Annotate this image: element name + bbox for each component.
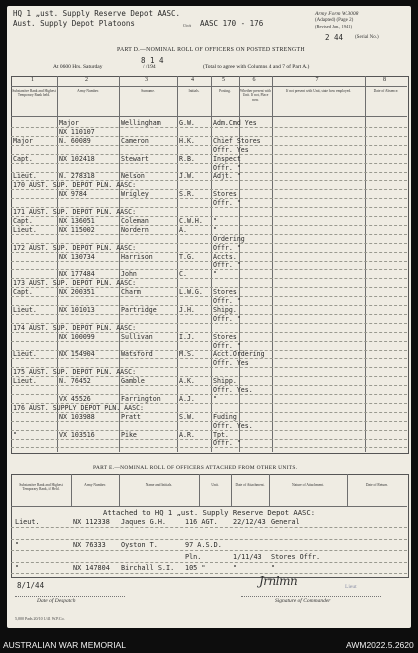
part-d-initials: J.W. bbox=[179, 172, 195, 181]
part-d-army-number: NX 130734 bbox=[59, 252, 95, 261]
part-d-initials: C. bbox=[179, 270, 187, 279]
signature-label: Signature of Commander bbox=[275, 598, 331, 604]
part-d-posting: Offr. " bbox=[213, 261, 241, 270]
part-d-surname: Gamble bbox=[121, 377, 145, 386]
part-d-army-number: NX 102418 bbox=[59, 154, 95, 163]
part-e-army-number: NX 147804 bbox=[73, 564, 110, 572]
part-d-army-number: N. 278318 bbox=[59, 172, 95, 181]
part-d-rank: 175 AUST. SUP. DEPOT PLN. AASC: bbox=[13, 368, 137, 377]
part-d-army-number: VX 45526 bbox=[59, 394, 91, 403]
part-d-posting: Offr. Yes bbox=[213, 145, 249, 154]
part-d-posting: Fuding bbox=[213, 412, 237, 421]
part-d-initials: A. bbox=[179, 225, 187, 234]
part-d-column-divider bbox=[119, 76, 120, 452]
part-d-army-number: NX 101013 bbox=[59, 305, 95, 314]
part-d-row-rule bbox=[11, 145, 407, 146]
part-e-column-divider bbox=[347, 474, 348, 506]
unit-line-2b: AASC 170 - 176 bbox=[200, 19, 264, 28]
part-d-initials: C.W.H. bbox=[179, 216, 203, 225]
attached-line: Attached to HQ 1 „ust. Supply Reserve Depot AASC: bbox=[103, 508, 316, 517]
part-d-row-rule bbox=[11, 385, 407, 386]
part-e-name: Birchall S.I. bbox=[121, 564, 175, 572]
part-e-nature: " bbox=[271, 564, 276, 572]
part-d-posting: " bbox=[213, 216, 217, 225]
printer-note: 5,000 Pads 20/10 1/41 W.P.Co. bbox=[15, 616, 65, 621]
part-d-surname: Watsford bbox=[121, 350, 153, 359]
at-hours-text: At 0600 Hrs. Saturday bbox=[53, 64, 103, 70]
part-d-initials: T.G. bbox=[179, 252, 195, 261]
part-d-surname: Cameron bbox=[121, 136, 149, 145]
part-e-rank: Lieut. bbox=[15, 518, 40, 526]
part-e-date: 22/12/43 bbox=[233, 518, 266, 526]
part-d-rank: Capt. bbox=[13, 154, 33, 163]
part-d-army-number: NX 154904 bbox=[59, 350, 95, 359]
part-d-surname: Wrigley bbox=[121, 190, 149, 199]
part-d-army-number: NX 177484 bbox=[59, 270, 95, 279]
part-d-initials: I.J. bbox=[179, 332, 195, 341]
unit-line-2: Aust. Supply Depot Platoons bbox=[13, 19, 135, 28]
part-e-date: 1/11/43 bbox=[233, 552, 262, 561]
part-e-column-divider bbox=[231, 474, 232, 506]
commander-signature: Jrnlmn bbox=[259, 574, 298, 588]
part-d-posting: Offr. " bbox=[213, 297, 241, 305]
part-d-row-rule bbox=[11, 358, 407, 359]
part-d-initials: M.S. bbox=[179, 350, 195, 359]
part-d-column-number: 7 bbox=[315, 77, 319, 83]
part-e-unit: 97 A.S.D. bbox=[185, 541, 222, 549]
part-e-nature: General bbox=[271, 518, 300, 526]
despatch-label: Date of Despatch bbox=[37, 598, 76, 604]
part-d-posting: Acct.Ordering bbox=[213, 350, 265, 359]
part-d-surname: Wellingham bbox=[121, 119, 161, 127]
part-d-initials: A.R. bbox=[179, 430, 195, 439]
part-d-posting: Shipp. bbox=[213, 377, 237, 386]
part-d-column-divider bbox=[57, 76, 58, 452]
part-e-column-header: Substantive Rank and Highest Temporary Rank, if Held. bbox=[19, 483, 63, 492]
part-d-army-number: NX 136051 bbox=[59, 216, 95, 225]
revised-label: (Revised Jan., 1941) bbox=[315, 24, 352, 29]
part-d-row-rule bbox=[11, 234, 407, 235]
part-d-initials: A.K. bbox=[179, 377, 195, 386]
part-d-rank: Lieut. bbox=[13, 377, 37, 386]
part-d-column-number: 1 bbox=[31, 77, 34, 83]
part-d-surname: Nordern bbox=[121, 225, 149, 234]
part-d-surname: Harrison bbox=[121, 252, 153, 261]
part-d-rank: Lieut. bbox=[13, 225, 37, 234]
part-d-posting: Offr. " bbox=[213, 341, 241, 350]
part-d-army-number: NX 100099 bbox=[59, 332, 95, 341]
part-d-surname: Nelson bbox=[121, 172, 145, 181]
part-d-army-number: VX 103516 bbox=[59, 430, 95, 439]
part-d-header-rule bbox=[11, 116, 407, 117]
part-d-rank: Major bbox=[13, 136, 33, 145]
part-e-column-divider bbox=[199, 474, 200, 506]
part-d-posting: " bbox=[213, 394, 217, 403]
part-d-army-number: N. 60089 bbox=[59, 136, 91, 145]
part-d-column-header: Surname. bbox=[141, 89, 155, 93]
part-d-posting: Offr. " bbox=[213, 314, 241, 323]
signature-underline bbox=[241, 596, 381, 597]
part-d-posting: Stores bbox=[213, 288, 237, 297]
part-e-unit: 105 " bbox=[185, 564, 206, 572]
part-d-surname: Charm bbox=[121, 288, 141, 297]
part-e-row-rule bbox=[11, 527, 407, 528]
part-d-header-rule bbox=[11, 86, 407, 87]
total-note: (Total to agree with Columns 4 and 7 of Part A.) bbox=[203, 64, 310, 70]
part-d-column-header: Initials. bbox=[188, 89, 200, 93]
part-d-rank: 173 AUST. SUP. DEPOT PLN. AASC: bbox=[13, 279, 137, 288]
part-d-rank: " bbox=[13, 430, 17, 439]
part-e-nature: Stores Offr. bbox=[271, 552, 321, 561]
part-d-row-rule bbox=[11, 341, 407, 342]
part-d-initials: S.R. bbox=[179, 190, 195, 199]
part-e-unit: 116 AGT. bbox=[185, 518, 218, 526]
footer-accession: AWM2022.5.2620 bbox=[346, 640, 414, 650]
part-d-posting: Offr. " bbox=[213, 199, 241, 208]
part-d-initials: S.W. bbox=[179, 412, 195, 421]
part-d-column-divider bbox=[365, 76, 366, 452]
part-e-army-number: NX 76333 bbox=[73, 541, 106, 549]
part-e-column-header: Nature of Attachment. bbox=[291, 483, 325, 487]
part-d-rank: 171 AUST. SUP. DEPOT PLN. AASC: bbox=[13, 208, 137, 216]
part-d-column-header: Posting. bbox=[219, 89, 231, 93]
part-d-army-number: NX 115002 bbox=[59, 225, 95, 234]
part-d-posting: Stores bbox=[213, 190, 237, 199]
part-d-posting: Tpt. bbox=[213, 430, 229, 439]
part-d-posting: Offr. " bbox=[213, 243, 241, 252]
part-d-column-number: 5 bbox=[222, 77, 225, 83]
part-d-row-rule bbox=[11, 314, 407, 315]
archive-footer bbox=[0, 637, 418, 653]
part-d-rank: Capt. bbox=[13, 216, 33, 225]
part-d-rank: 176 AUST. SUPPLY DEPOT PLN. AASC: bbox=[13, 403, 145, 412]
part-d-row-rule bbox=[11, 198, 407, 199]
part-d-army-number: NX 200351 bbox=[59, 288, 95, 297]
part-e-column-header: Army Number. bbox=[84, 483, 106, 487]
part-d-column-divider bbox=[272, 76, 273, 452]
part-d-rank: Lieut. bbox=[13, 350, 37, 359]
part-d-posting: Accts. bbox=[213, 252, 237, 261]
part-d-surname: Sullivan bbox=[121, 332, 153, 341]
part-d-initials: R.B. bbox=[179, 154, 195, 163]
unit-small-label: Unit bbox=[183, 23, 192, 28]
part-d-surname: Coleman bbox=[121, 216, 149, 225]
part-d-column-divider bbox=[177, 76, 178, 452]
part-d-column-header: Whether present with Unit. If not, Place now. bbox=[240, 89, 271, 102]
date-typed: 8 1 4 bbox=[141, 56, 164, 65]
part-d-row-rule bbox=[11, 447, 407, 448]
part-e-army-number: NX 112338 bbox=[73, 518, 110, 526]
despatch-date: 8/1/44 bbox=[17, 581, 45, 590]
part-d-rank: Lieut. bbox=[13, 305, 37, 314]
part-d-posting: Inspect bbox=[213, 154, 241, 163]
serial-value: 2 44 bbox=[325, 33, 344, 42]
part-d-column-header: Date of Absence. bbox=[373, 89, 399, 93]
despatch-underline bbox=[15, 596, 125, 597]
part-d-column-number: 3 bbox=[145, 77, 148, 83]
part-d-initials: G.W. bbox=[179, 119, 195, 127]
part-d-posting: Offr. Yes. bbox=[213, 386, 253, 394]
part-e-column-header: Date of Return. bbox=[365, 483, 389, 487]
part-d-posting: " bbox=[213, 225, 217, 234]
date-blank: / /194 bbox=[143, 64, 156, 70]
part-e-title: PART E.—NOMINAL ROLL OF OFFICERS ATTACHED FROM OTHER UNITS. bbox=[93, 465, 298, 471]
part-d-posting: " bbox=[213, 270, 217, 279]
document-page bbox=[7, 6, 411, 628]
part-e-row-rule bbox=[11, 539, 407, 540]
part-e-row-rule bbox=[11, 550, 407, 551]
part-d-rank: 174 AUST. SUP. DEPOT PLN. AASC: bbox=[13, 323, 137, 332]
part-d-row-rule bbox=[11, 421, 407, 422]
part-e-column-divider bbox=[269, 474, 270, 506]
part-d-column-header: Army Number. bbox=[77, 89, 99, 93]
unit-line-1: HQ 1 „ust. Supply Reserve Depot AASC. bbox=[13, 9, 181, 18]
part-d-posting: Offr. " bbox=[213, 439, 241, 448]
part-d-surname: Pratt bbox=[121, 412, 141, 421]
part-d-army-number: NX 9784 bbox=[59, 190, 87, 199]
part-d-army-number: N. 76452 bbox=[59, 377, 91, 386]
part-d-initials: A.J. bbox=[179, 394, 195, 403]
part-e-column-header: Unit. bbox=[211, 483, 219, 487]
part-d-army-number: NX 110107 bbox=[59, 127, 95, 136]
part-d-column-number: 8 bbox=[383, 77, 386, 83]
part-e-name: Oyston T. bbox=[121, 541, 158, 549]
part-d-army-number: Major bbox=[59, 119, 79, 127]
army-form-label: Army Form W.3008 bbox=[315, 11, 359, 17]
part-d-row-rule bbox=[11, 296, 407, 297]
part-d-initials: H.K. bbox=[179, 136, 195, 145]
part-d-surname: Farrington bbox=[121, 394, 161, 403]
part-d-initials: L.W.G. bbox=[179, 288, 203, 297]
part-d-rank: Lieut. bbox=[13, 172, 37, 181]
part-e-column-divider bbox=[71, 474, 72, 506]
part-e-column-header: Date of Attachment. bbox=[235, 483, 265, 487]
part-d-initials: J.H. bbox=[179, 305, 195, 314]
part-d-column-number: 2 bbox=[85, 77, 88, 83]
part-d-surname: Partridge bbox=[121, 305, 157, 314]
part-d-posting: Adjt. " bbox=[213, 172, 241, 181]
part-d-title: PART D.—NOMINAL ROLL OF OFFICERS ON POSTED STRENGTH bbox=[117, 47, 305, 53]
part-d-rank: 170 AUST. SUP. DEPOT PLN. AASC: bbox=[13, 181, 137, 190]
part-d-surname: Stewart bbox=[121, 154, 149, 163]
serial-label: (Serial No.) bbox=[355, 35, 379, 40]
part-d-surname: Pike bbox=[121, 430, 137, 439]
part-d-posting: Offr. Yes. bbox=[213, 421, 253, 430]
part-e-header-rule bbox=[11, 506, 407, 507]
footer-source: AUSTRALIAN WAR MEMORIAL bbox=[3, 640, 126, 650]
part-d-column-header: Substantive Rank and Highest Temporary Rank held. bbox=[12, 89, 56, 98]
part-d-posting: Offr. " bbox=[213, 163, 241, 172]
part-d-column-header: If not present with Unit, state how employed. bbox=[285, 89, 352, 93]
part-d-posting: Ordering bbox=[213, 234, 245, 243]
part-d-row-rule bbox=[11, 261, 407, 262]
part-d-rank: Capt. bbox=[13, 288, 33, 297]
signature-rank: Lieut bbox=[345, 584, 357, 590]
part-e-row-rule bbox=[11, 562, 407, 563]
part-e-column-divider bbox=[119, 474, 120, 506]
part-d-surname: John bbox=[121, 270, 137, 279]
part-e-date: " bbox=[233, 564, 238, 572]
part-d-posting: Chief Stores bbox=[213, 136, 261, 145]
part-d-column-number: 4 bbox=[191, 77, 194, 83]
part-d-row-rule bbox=[11, 439, 407, 440]
adapted-label: (Adapted) (Page 2) bbox=[315, 18, 354, 23]
part-d-army-number: NX 103988 bbox=[59, 412, 95, 421]
part-d-posting: Adm.Cmd Yes bbox=[213, 119, 257, 127]
part-d-column-number: 6 bbox=[252, 77, 256, 83]
part-d-column-divider bbox=[211, 76, 212, 452]
part-d-row-rule bbox=[11, 163, 407, 164]
part-e-rank: " bbox=[15, 564, 20, 572]
part-d-posting: Stores bbox=[213, 332, 237, 341]
part-e-unit: Pln. bbox=[185, 552, 202, 561]
part-d-rank: 172 AUST. SUP. DEPOT PLN. AASC: bbox=[13, 243, 137, 252]
part-e-row-rule bbox=[11, 573, 407, 574]
part-e-rank: " bbox=[15, 541, 20, 549]
part-d-posting: Offr. Yes bbox=[213, 359, 249, 368]
part-e-column-header: Name and Initials. bbox=[145, 483, 173, 487]
part-e-name: Jaques G.H. bbox=[121, 518, 167, 526]
part-d-posting: Shipg. bbox=[213, 305, 237, 314]
